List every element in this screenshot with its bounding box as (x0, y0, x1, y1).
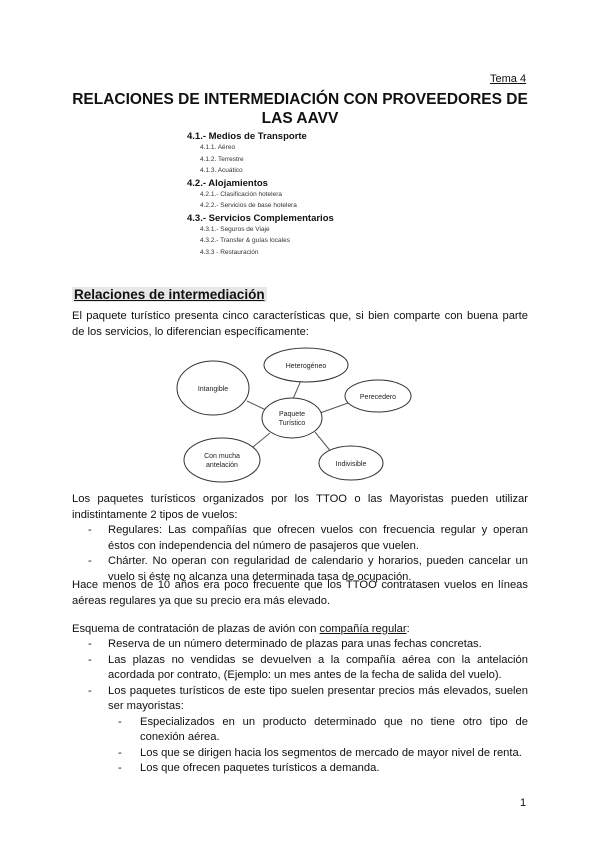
history-paragraph: Hace menos de 10 años era poco frecuente que los TTOO contratasen vuelos en líneas aéreas regulares ya que su precio era más elevado. (72, 579, 528, 607)
node-label: Con mucha (204, 453, 240, 460)
scheme-suffix: : (406, 623, 410, 635)
list-item: - Las plazas no vendidas se devuelven a la compañía aérea con la antelación acordada por contrato, (Ejemplo: un mes antes de la fecha de salida del vuelo). (88, 653, 528, 684)
list-item: - Reserva de un número determinado de plazas para unas fechas concretas. (88, 637, 528, 653)
toc-subsection: 4.1.3. Acuático (200, 167, 243, 174)
intro-paragraph: El paquete turístico presenta cinco características que, si bien comparte con buena parte de los servicios, lo diferencian específicamente: (72, 310, 528, 338)
center-label: Turístico (278, 420, 306, 427)
toc-subsection: 4.3.2.- Transfer & guías locales (200, 237, 290, 244)
toc-subsection: 4.2.1.- Clasificación hotelera (200, 190, 283, 198)
scheme-link: compañía regular (319, 623, 407, 635)
toc-section: 4.1.- Medios de Transporte (187, 131, 307, 142)
page-number: 1 (520, 797, 527, 809)
list-item: - Los que ofrecen paquetes turísticos a demanda. (118, 761, 528, 777)
toc-subsection: 4.3.3 - Restauración (200, 248, 259, 256)
flights-intro: Los paquetes turísticos organizados por los TTOO o las Mayoristas pueden utilizar indistintamente 2 tipos de vuelos: (72, 493, 528, 521)
list-item: - Regulares: Las compañías que ofrecen vuelos con frecuencia regular y operan éstos con independencia del número de pasajeros que vuelen. (88, 523, 528, 554)
toc-subsection: 4.1.1. Aéreo (200, 144, 236, 151)
toc-section: 4.3.- Servicios Complementarios (187, 212, 334, 224)
list-item: - Chárter. No operan con regularidad de calendario y horarios, pueden cancelar un vuelo si éste no alcanza una determinada tasa de ocupación. (88, 554, 528, 585)
characteristics-diagram (170, 345, 420, 485)
center-label: Paquete (278, 411, 306, 418)
list-item: - Los que se dirigen hacia los segmentos de mercado de mayor nivel de renta. (118, 746, 528, 762)
node-label: antelación (206, 462, 238, 469)
section-heading: Relaciones de intermediación (74, 287, 265, 302)
table-of-contents (187, 130, 334, 258)
node-label: Heterogéneo (285, 363, 327, 370)
scheme-prefix: Esquema de contratación de plazas de avión con (72, 623, 320, 635)
toc-subsection: 4.1.2. Terrestre (200, 155, 244, 163)
scheme-list (88, 637, 528, 777)
node-label: Indivisible (335, 461, 367, 468)
scheme-heading (72, 622, 528, 638)
scheme-sublist (88, 715, 528, 777)
flight-types-list (88, 523, 528, 585)
list-item: - Los paquetes turísticos de este tipo suelen presentar precios más elevados, suelen ser mayoristas: (88, 684, 528, 715)
diagram-node (184, 438, 260, 482)
page-title: RELACIONES DE INTERMEDIACIÓN CON PROVEEDORES DE LAS AAVV (72, 91, 528, 127)
toc-section: 4.2.- Alojamientos (187, 177, 268, 189)
topic-label: Tema 4 (490, 73, 527, 85)
center-node (262, 398, 322, 438)
list-item: - Especializados en un producto determinado que no tiene otro tipo de conexión aérea. (118, 715, 528, 746)
node-label: Intangible (197, 386, 229, 393)
node-label: Perecedero (359, 394, 397, 401)
toc-subsection: 4.2.2.- Servicios de base hotelera (200, 202, 297, 209)
toc-subsection: 4.3.1.- Seguros de Viaje (200, 225, 270, 233)
